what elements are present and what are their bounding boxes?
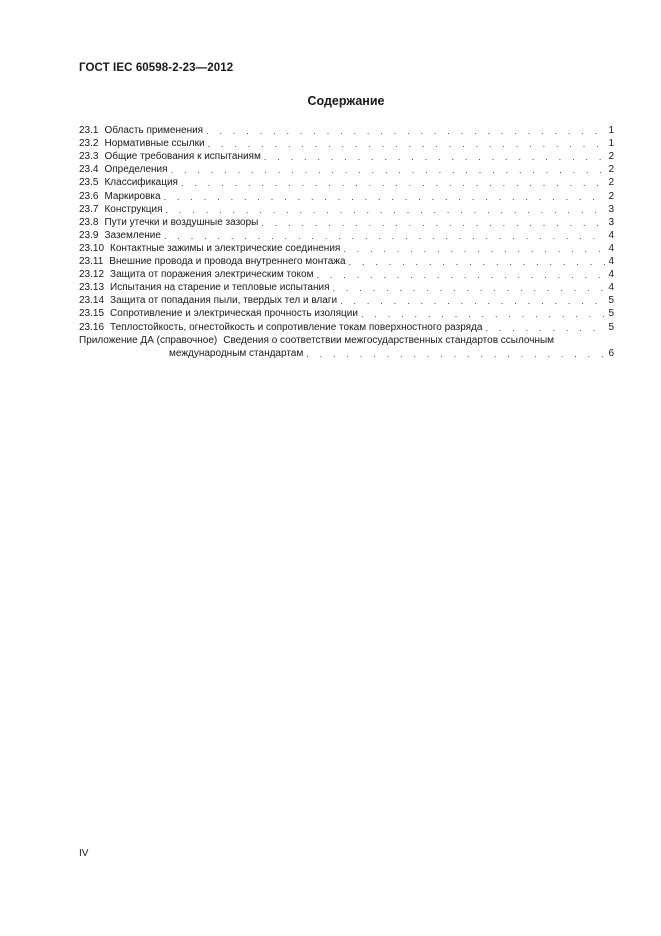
- toc-item-title: Защита от попадания пыли, твердых тел и влаги: [110, 295, 338, 307]
- toc-leader-dots: [181, 177, 606, 189]
- toc-item-number: 23.4: [79, 164, 99, 176]
- toc-appendix[interactable]: [79, 334, 614, 347]
- toc-appendix-label: Приложение ДА (справочное): [79, 334, 218, 346]
- toc-item-number: 23.1: [79, 125, 99, 137]
- toc-item[interactable]: [79, 163, 614, 176]
- toc-item[interactable]: [79, 255, 614, 268]
- toc-item[interactable]: [79, 320, 614, 333]
- toc-item-title: Конструкция: [104, 203, 163, 215]
- toc-item-page: 3: [608, 216, 614, 228]
- toc-item-title: Общие требования к испытаниям: [104, 151, 261, 163]
- toc-item-number: 23.12: [79, 269, 105, 281]
- toc-item[interactable]: [79, 203, 614, 216]
- toc-item[interactable]: [79, 281, 614, 294]
- toc-item-page: 2: [608, 151, 614, 163]
- toc-item[interactable]: [79, 124, 614, 137]
- toc-item-number: 23.16: [79, 321, 105, 333]
- toc-item-number: 23.3: [79, 151, 99, 163]
- toc-item-page: 1: [608, 138, 614, 150]
- toc-item[interactable]: [79, 189, 614, 202]
- toc-item-title: Заземление: [104, 229, 161, 241]
- toc-appendix-page: 6: [608, 347, 614, 359]
- toc-item-number: 23.14: [79, 295, 105, 307]
- toc-item[interactable]: [79, 176, 614, 189]
- toc-item-title: Классификация: [104, 177, 178, 189]
- toc-item-number: 23.5: [79, 177, 99, 189]
- table-of-contents: [79, 124, 614, 360]
- toc-item[interactable]: [79, 137, 614, 150]
- toc-item[interactable]: [79, 294, 614, 307]
- toc-appendix-title-line2: международным стандартам: [169, 347, 304, 359]
- toc-item-page: 4: [608, 242, 614, 254]
- toc-leader-dots: [340, 295, 606, 307]
- toc-leader-dots: [166, 204, 606, 216]
- toc-item[interactable]: [79, 242, 614, 255]
- toc-item-number: 23.2: [79, 138, 99, 150]
- toc-item-title: Область применения: [104, 125, 204, 137]
- toc-item-page: 5: [608, 295, 614, 307]
- toc-item-number: 23.11: [79, 256, 104, 268]
- toc-item-title: Теплостойкость, огнестойкость и сопротивление токам поверхностного разряда: [110, 321, 483, 333]
- toc-title: Содержание: [307, 94, 385, 108]
- toc-leader-dots: [264, 151, 606, 163]
- toc-item-title: Пути утечки и воздушные зазоры: [104, 216, 259, 228]
- toc-item-title: Испытания на старение и тепловые испытания: [110, 282, 330, 294]
- toc-item-page: 4: [608, 229, 614, 241]
- toc-item-number: 23.13: [79, 282, 105, 294]
- toc-item-title: Внешние провода и провода внутреннего монтажа: [109, 256, 346, 268]
- toc-item-page: 4: [608, 269, 614, 281]
- toc-item-page: 4: [608, 256, 614, 268]
- toc-item-page: 2: [608, 190, 614, 202]
- toc-item-title: Сопротивление и электрическая прочность изоляции: [110, 308, 358, 320]
- document-code: ГОСТ IEC 60598-2-23—2012: [79, 62, 234, 74]
- toc-item-page: 2: [608, 177, 614, 189]
- toc-leader-dots: [343, 243, 606, 255]
- toc-item-number: 23.10: [79, 242, 105, 254]
- toc-item-number: 23.6: [79, 190, 99, 202]
- toc-item-title: Защита от поражения электрическим током: [110, 269, 314, 281]
- toc-item-page: 1: [608, 125, 614, 137]
- toc-item[interactable]: [79, 268, 614, 281]
- toc-item-page: 5: [608, 321, 614, 333]
- toc-item-page: 2: [608, 164, 614, 176]
- toc-item-title: Определения: [104, 164, 168, 176]
- toc-appendix-title-line1: Сведения о соответствии межгосударственных стандартов ссылочным: [223, 334, 555, 346]
- toc-item-number: 23.7: [79, 203, 99, 215]
- toc-item[interactable]: [79, 216, 614, 229]
- toc-item[interactable]: [79, 307, 614, 320]
- toc-appendix-continuation[interactable]: [79, 347, 614, 360]
- toc-leader-dots: [349, 256, 606, 268]
- toc-leader-dots: [333, 282, 606, 294]
- toc-leader-dots: [206, 125, 606, 137]
- toc-item-page: 4: [608, 282, 614, 294]
- toc-leader-dots: [306, 348, 606, 360]
- toc-item-page: 3: [608, 203, 614, 215]
- toc-leader-dots: [485, 322, 606, 334]
- toc-leader-dots: [171, 164, 606, 176]
- toc-leader-dots: [361, 308, 606, 320]
- toc-item-number: 23.8: [79, 216, 99, 228]
- toc-leader-dots: [261, 217, 606, 229]
- toc-item-title: Маркировка: [104, 190, 161, 202]
- toc-item[interactable]: [79, 150, 614, 163]
- toc-item-number: 23.15: [79, 308, 105, 320]
- toc-item-number: 23.9: [79, 229, 99, 241]
- toc-leader-dots: [164, 191, 606, 203]
- toc-item-title: Контактные зажимы и электрические соединения: [110, 242, 341, 254]
- toc-item-title: Нормативные ссылки: [104, 138, 205, 150]
- toc-leader-dots: [164, 230, 606, 242]
- page-number: IV: [79, 848, 89, 859]
- toc-leader-dots: [208, 138, 606, 150]
- toc-item-page: 5: [608, 308, 614, 320]
- toc-leader-dots: [316, 269, 606, 281]
- toc-item[interactable]: [79, 229, 614, 242]
